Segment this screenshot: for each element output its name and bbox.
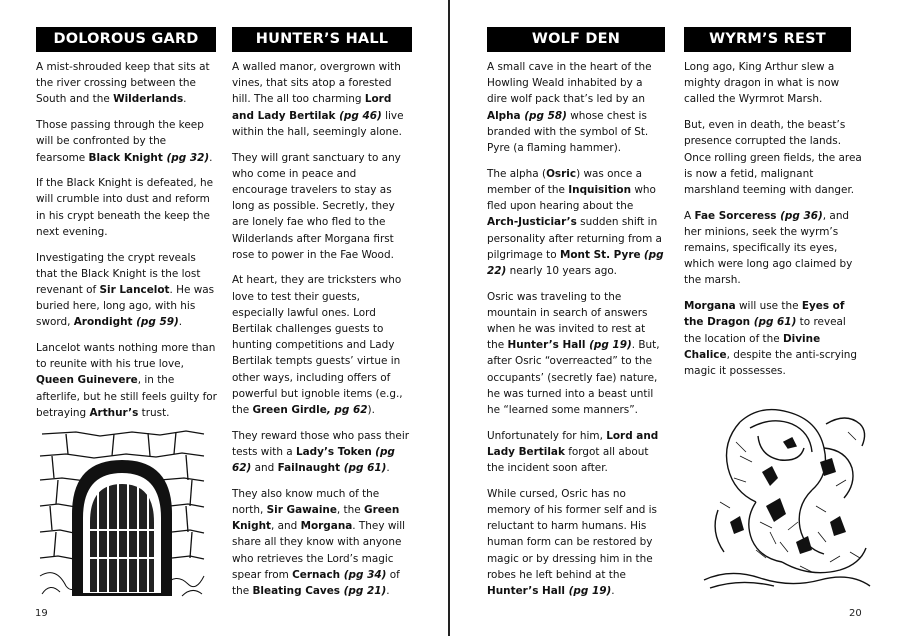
dragon-remains-illustration [700,402,872,592]
section-title: WOLF DEN [487,27,665,52]
page-gutter [448,0,450,636]
crypt-gate-illustration [36,426,208,598]
paragraph: They reward those who pass their tests with a Lady’s Token (pg 62) and Failnaught (pg 61). [232,429,410,475]
paragraph: A mist-shrouded keep that sits at the river crossing between the South and the Wilderlands. [36,61,210,106]
paragraph: The alpha (Osric) was once a member of the Inquisition who fled upon hearing about the Arch-Justiciar’s sudden shift in personality after returning from a pilgrimage to Mont St. Pyre (pg 22) nearly 10 years ago. [487,167,664,277]
paragraph: Investigating the crypt reveals that the Black Knight is the lost revenant of Sir Lancelot. He was buried here, long ago, with his sword, Arondight (pg 59). [36,251,215,329]
paragraph: They will grant sanctuary to any who come in peace and encourage travelers to stay as long as possible. Secretly, they are lonely fae who fled to the Wilderlands after Morgana first rose to power in the Fae Wood. [232,151,401,261]
paragraph: Unfortunately for him, Lord and Lady Bertilak forgot all about the incident soon after. [487,429,659,475]
paragraph: Those passing through the keep will be confronted by the fearsome Black Knight (pg 32). [36,119,213,164]
paragraph: They also know much of the north, Sir Gawaine, the Green Knight, and Morgana. They will share all they know with anyone who retrieves the Lord’s magic spear from Cernach (pg 34) of the Bleating Caves (pg 21). [232,487,406,598]
paragraph: While cursed, Osric has no memory of his former self and is reluctant to harm humans. His human form can be restored by magic or by dressing him in the robes he left behind at the Hunter’s Hall (pg 19). [487,487,657,598]
paragraph: But, even in death, the beast’s presence corrupted the lands. Once rolling green fields, the area is now a fetid, malignant marshland teeming with danger. [684,119,862,196]
paragraph: Osric was traveling to the mountain in search of answers when he was invited to rest at the Hunter’s Hall (pg 19). But, after Osric “overreacted” to the occupants’ (secretly fae) nature, he was turned into a beast until he “learned some manners”. [487,290,660,417]
paragraph: Morgana will use the Eyes of the Dragon (pg 61) to reveal the location of the Divine Chalice, despite the anti-scrying magic it possesses. [684,300,858,377]
paragraph: If the Black Knight is defeated, he will crumble into dust and reform in his crypt beneath the keep the next evening. [36,177,214,238]
dolorous-gard-section [36,27,217,431]
paragraph: A small cave in the heart of the Howling Weald inhabited by a dire wolf pack that’s led by an Alpha (pg 58) whose chest is branded with the symbol of St. Pyre (a flaming hammer). [487,61,652,155]
section-title: DOLOROUS GARD [36,27,216,52]
paragraph: A Fae Sorceress (pg 36), and her minions, seek the wyrm’s remains, specifically its eyes, which were long ago claimed by the marsh. [684,209,853,287]
paragraph: Long ago, King Arthur slew a mighty dragon in what is now called the Wyrmrot Marsh. [684,61,840,106]
paragraph: A walled manor, overgrown with vines, that sits atop a forested hill. The all too charming Lord and Lady Bertilak (pg 46) live within the hall, seemingly alone. [232,61,404,138]
section-title: HUNTER’S HALL [232,27,412,52]
paragraph: At heart, they are tricksters who love to test their guests, especially lawful ones. Lord Bertilak challenges guests to hunting competitions and Lady Bertilak tempts guests’ virtue in other ways, including offers of powerful but ignoble items (e.g., the Green Girdle, pg 62). [232,274,403,417]
page-number: 19 [35,608,48,619]
section-title: WYRM’S REST [684,27,851,52]
wyrms-rest-section [684,27,864,389]
page-number: 20 [849,608,862,619]
paragraph: Lancelot wants nothing more than to reunite with his true love, Queen Guinevere, in the afterlife, but he still feels guilty for betraying Arthur’s trust. [36,342,217,419]
wolf-den-section [487,27,665,609]
hunters-hall-section [232,27,413,609]
